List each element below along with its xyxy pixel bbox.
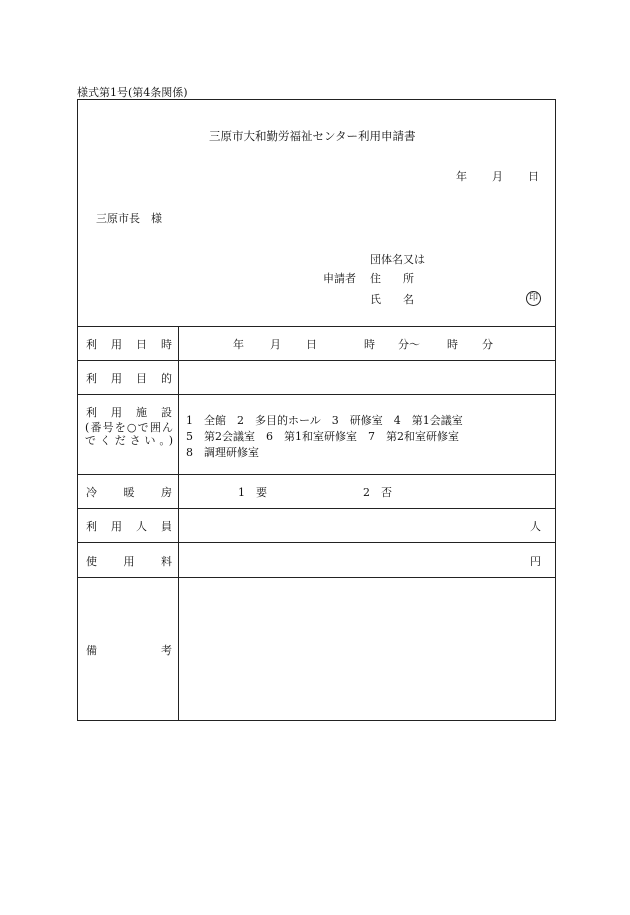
label-char: 利 — [86, 406, 97, 419]
label-char: 備 — [86, 644, 97, 657]
label-char: 考 — [161, 644, 172, 657]
label-char: 利 — [86, 520, 97, 533]
org-label: 団体名又は — [370, 253, 425, 266]
label-char: 用 — [111, 338, 122, 351]
date-month: 月 — [492, 170, 503, 183]
date-year: 年 — [456, 170, 467, 183]
seal-mark — [526, 290, 541, 306]
use-start-hour: 時 — [364, 338, 375, 351]
use-month: 月 — [270, 338, 281, 351]
row-divider — [78, 508, 555, 509]
people-unit: 人 — [530, 520, 541, 533]
seal-icon: 印 — [526, 291, 541, 306]
label-char: 人 — [136, 520, 147, 533]
date-day: 日 — [528, 170, 539, 183]
row-divider — [78, 577, 555, 578]
row-divider — [78, 542, 555, 543]
label-char: 利 — [86, 338, 97, 351]
fee-label — [86, 553, 172, 569]
label-char: 利 — [86, 372, 97, 385]
applicant-label: 申請者 — [323, 272, 356, 285]
use-datetime-label — [86, 336, 172, 352]
purpose-label — [86, 370, 172, 386]
remarks-label — [86, 642, 172, 658]
label-char: 料 — [161, 555, 172, 568]
aircon-option-required: 1 要 — [238, 486, 267, 499]
label-char: 暖 — [123, 486, 135, 499]
addressee: 三原市長 様 — [96, 212, 162, 225]
aircon-label — [86, 484, 172, 500]
use-year: 年 — [233, 338, 244, 351]
facility-note: (番号を○で囲んでください。) — [85, 421, 173, 447]
row-divider — [78, 326, 555, 327]
name-label: 氏 名 — [370, 293, 414, 306]
form-number: 様式第1号(第4条関係) — [77, 86, 188, 99]
label-char: 冷 — [86, 486, 97, 499]
row-divider — [78, 360, 555, 361]
use-day: 日 — [306, 338, 317, 351]
people-label — [86, 518, 172, 534]
column-divider — [178, 326, 179, 720]
label-char: 用 — [111, 406, 122, 419]
label-char: 設 — [161, 406, 172, 419]
label-char: 員 — [161, 520, 172, 533]
fee-unit: 円 — [530, 555, 541, 568]
label-char: 目 — [136, 372, 147, 385]
use-end-min: 分 — [482, 338, 493, 351]
aircon-option-not-required: 2 否 — [363, 486, 392, 499]
label-char: 日 — [136, 338, 147, 351]
form-title: 三原市大和勤労福祉センター利用申請書 — [209, 129, 416, 143]
row-divider — [78, 474, 555, 475]
facility-line-1: 1 全館 2 多目的ホール 3 研修室 4 第1会議室 — [186, 414, 463, 427]
facility-line-3: 8 調理研修室 — [186, 446, 259, 459]
label-char: 用 — [111, 520, 122, 533]
application-form — [77, 99, 556, 721]
label-char: 時 — [161, 338, 172, 351]
label-char: 用 — [123, 555, 135, 568]
use-end-hour: 時 — [447, 338, 458, 351]
label-char: 用 — [111, 372, 122, 385]
use-start-min: 分〜 — [398, 338, 420, 351]
label-char: 的 — [161, 372, 172, 385]
label-char: 施 — [136, 406, 147, 419]
label-char: 房 — [161, 486, 172, 499]
facility-line-2: 5 第2会議室 6 第1和室研修室 7 第2和室研修室 — [186, 430, 459, 443]
label-char: 使 — [86, 555, 97, 568]
address-label: 住 所 — [370, 272, 414, 285]
